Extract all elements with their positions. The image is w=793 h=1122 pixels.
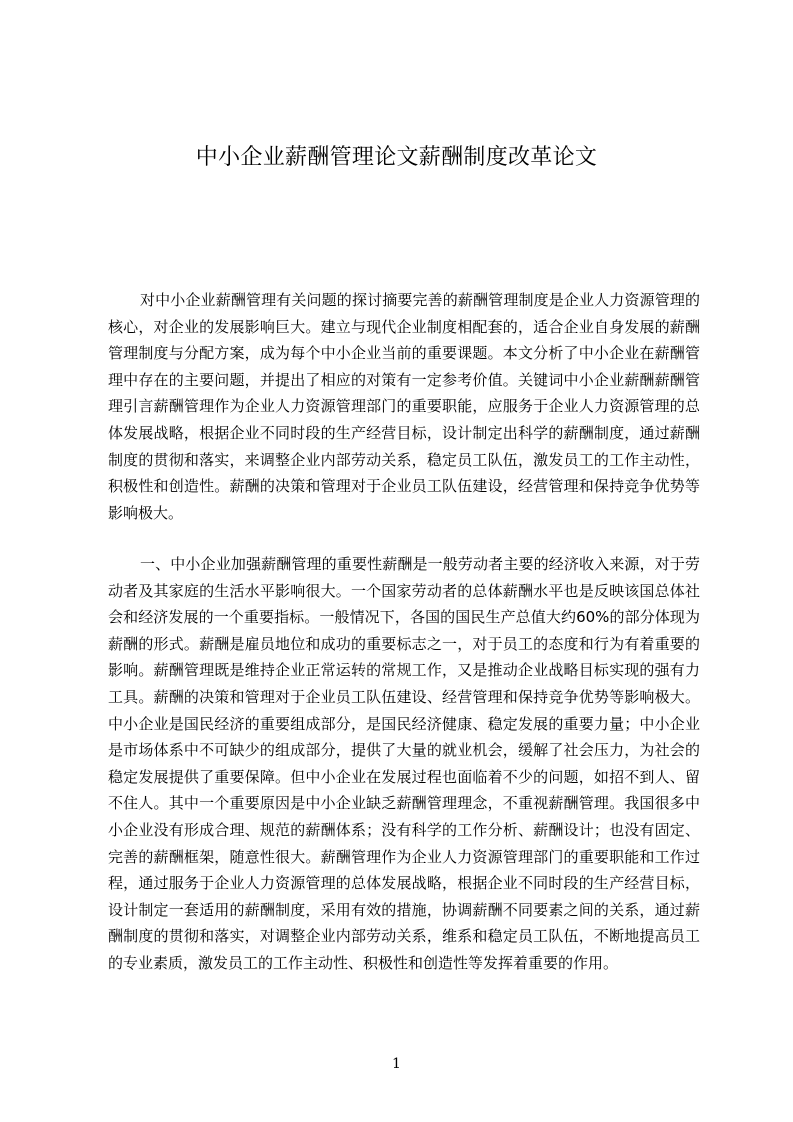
body-paragraph-2: 一、中小企业加强薪酬管理的重要性薪酬是一般劳动者主要的经济收入来源，对于劳动者及其家庭的生活水平影响很大。一个国家劳动者的总体薪酬水平也是反映该国总体社会和经济发展的一个重要指标。一般情况下，各国的国民生产总值大约60%的部分体现为薪酬的形式。薪酬是雇员地位和成功的重要标志之一，对于员工的态度和行为有着重要的影响。薪酬管理既是维持企业正常运转的常规工作，又是推动企业战略目标实现的强有力工具。薪酬的决策和管理对于企业员工队伍建设、经营管理和保持竞争优势等影响极大。中小企业是国民经济的重要组成部分，是国民经济健康、稳定发展的重要力量；中小企业是市场体系中不可缺少的组成部分，提供了大量的就业机会，缓解了社会压力，为社会的稳定发展提供了重要保障。但中小企业在发展过程也面临着不少的问题，如招不到人、留不住人。其中一个重要原因是中小企业缺乏薪酬管理理念，不重视薪酬管理。我国很多中小企业没有形成合理、规范的薪酬体系；没有科学的工作分析、薪酬设计；也没有固定、完善的薪酬框架，随意性很大。薪酬管理作为企业人力资源管理部门的重要职能和工作过程，通过服务于企业人力资源管理的总体发展战略，根据企业不同时段的生产经营目标，设计制定一套适用的薪酬制度，采用有效的措施，协调薪酬不同要素之间的关系，通过薪酬制度的贯彻和落实，对调整企业内部劳动关系，维系和稳定员工队伍，不断地提高员工的专业素质，激发员工的工作主动性、积极性和创造性等发挥着重要的作用。 (108, 555, 700, 972)
document-title: 中小企业薪酬管理论文薪酬制度改革论文 (195, 145, 598, 170)
body-paragraph-1: 对中小企业薪酬管理有关问题的探讨摘要完善的薪酬管理制度是企业人力资源管理的核心，对企业的发展影响巨大。建立与现代企业制度相配套的，适合企业自身发展的薪酬管理制度与分配方案，成为每个中小企业当前的重要课题。本文分析了中小企业在薪酬管理中存在的主要问题，并提出了相应的对策有一定参考价值。关键词中小企业薪酬薪酬管理引言薪酬管理作为企业人力资源管理部门的重要职能，应服务于企业人力资源管理的总体发展战略，根据企业不同时段的生产经营目标，设计制定出科学的薪酬制度，通过薪酬制度的贯彻和落实，来调整企业内部劳动关系，稳定员工队伍，激发员工的工作主动性，积极性和创造性。薪酬的决策和管理对于企业员工队伍建设，经营管理和保持竞争优势等影响极大。 (108, 291, 700, 522)
page-number: 1 (392, 1056, 401, 1072)
